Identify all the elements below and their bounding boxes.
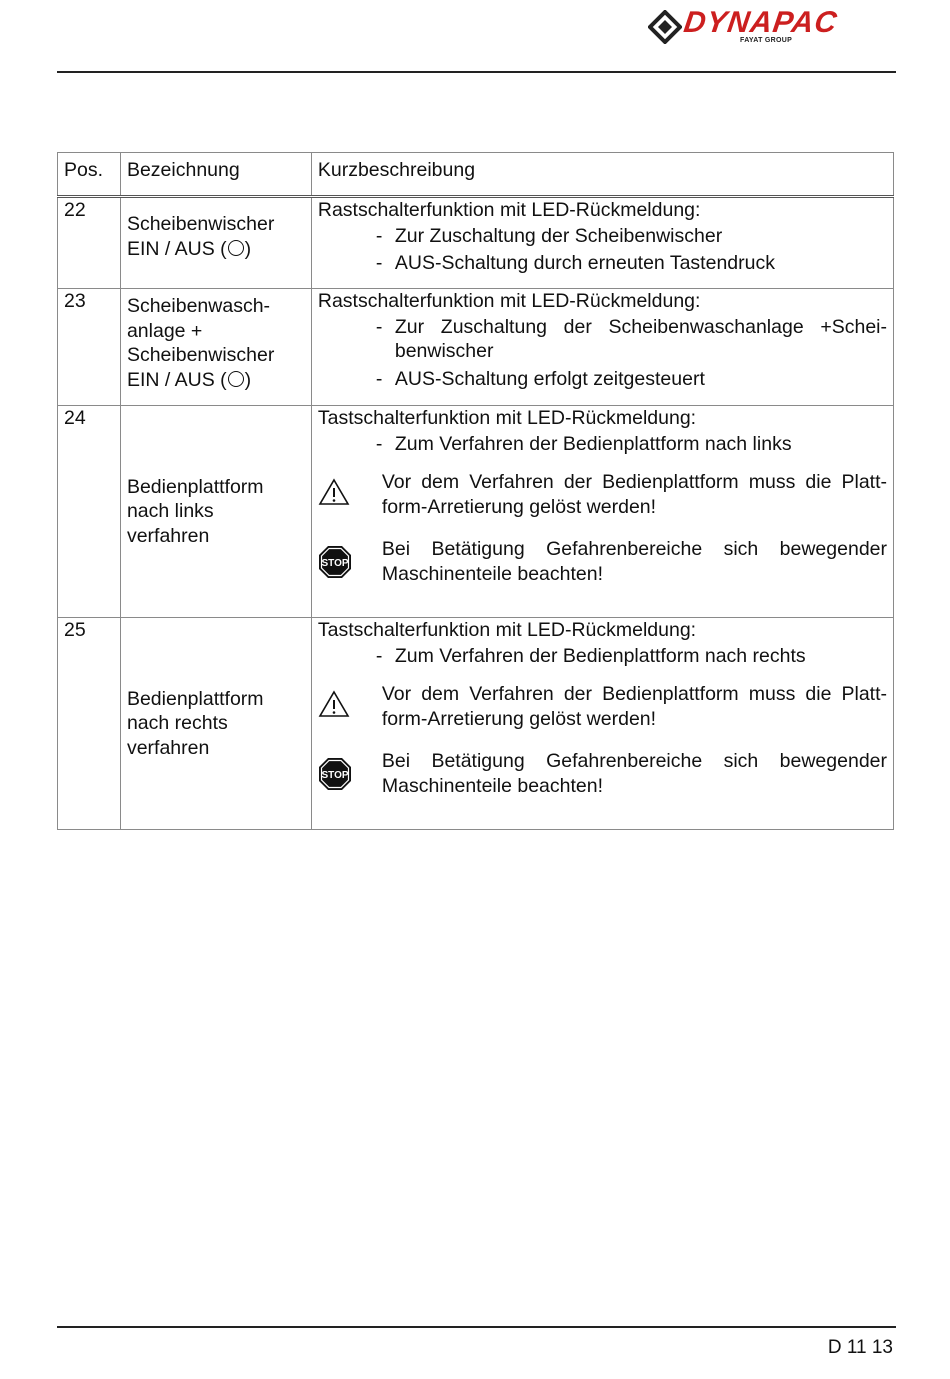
circle-symbol-icon bbox=[228, 240, 244, 256]
name-line: nach rechts bbox=[126, 712, 228, 735]
name-line: verfahren bbox=[126, 524, 210, 547]
name-line: verfahren bbox=[126, 736, 210, 759]
column-header-description: Kurzbeschreibung bbox=[311, 153, 893, 197]
name-suffix: ) bbox=[244, 368, 252, 391]
description-intro: Rastschalterfunktion mit LED-Rückmeldung: bbox=[317, 199, 701, 221]
name-line bbox=[127, 368, 305, 393]
list-item-text: AUS-Schaltung durch erneuten Tastendruck bbox=[394, 252, 775, 274]
table-header-row bbox=[58, 153, 894, 197]
list-item-text: Zum Verfahren der Bedienplattform nach links bbox=[394, 432, 792, 455]
description-intro: Tastschalterfunktion mit LED-Rückmeldung: bbox=[317, 407, 697, 429]
stop-sign-label: STOP bbox=[321, 558, 349, 569]
row-description bbox=[311, 289, 893, 406]
stop-notice bbox=[318, 749, 887, 798]
brand-subtitle: FAYAT GROUP bbox=[740, 37, 793, 44]
name-line bbox=[127, 237, 305, 262]
name-line: Bedienplattform bbox=[126, 475, 264, 498]
row-pos: 23 bbox=[58, 289, 121, 406]
name-line: Bedienplattform bbox=[126, 687, 264, 710]
list-item: - Zum Verfahren der Bedienplattform nach links bbox=[318, 432, 887, 457]
function-table bbox=[57, 152, 894, 830]
warning-notice bbox=[318, 470, 887, 519]
description-intro: Tastschalterfunktion mit LED-Rückmeldung: bbox=[317, 619, 697, 641]
brand-name: DYNAPAC bbox=[681, 6, 840, 39]
column-header-name: Bezeichnung bbox=[120, 153, 311, 197]
name-text: EIN / AUS ( bbox=[126, 237, 227, 260]
table-row bbox=[58, 197, 894, 289]
row-name bbox=[120, 406, 311, 618]
name-line: anlage + bbox=[126, 319, 203, 342]
warning-notice bbox=[318, 682, 887, 731]
stop-notice bbox=[318, 537, 887, 586]
row-name bbox=[120, 197, 311, 289]
stop-sign-label: STOP bbox=[321, 770, 349, 781]
name-suffix: ) bbox=[244, 237, 252, 260]
list-item-text: Zur Zuschaltung der Scheibenwischer bbox=[394, 224, 723, 247]
list-item: - AUS-Schaltung durch erneuten Tastendruck bbox=[318, 251, 887, 276]
name-line: Scheibenwasch- bbox=[126, 295, 271, 317]
footer-rule bbox=[57, 1326, 896, 1328]
stop-text: Bei Betätigung Gefahrenbereiche sich bewegender Maschinenteile beachten! bbox=[381, 538, 887, 585]
page-code: D 11 13 bbox=[827, 1337, 893, 1358]
name-line: Scheibenwischer bbox=[126, 213, 275, 235]
dynapac-diamond-icon bbox=[648, 10, 682, 44]
name-line: nach links bbox=[126, 500, 214, 523]
table-row bbox=[58, 618, 894, 830]
list-item: - Zur Zuschaltung der Scheibenwischer bbox=[318, 224, 887, 249]
dynapac-logo bbox=[648, 6, 898, 46]
warning-triangle-icon bbox=[318, 682, 382, 725]
row-description bbox=[311, 406, 893, 618]
list-item: - Zum Verfahren der Bedienplattform nach rechts bbox=[318, 644, 887, 669]
row-description bbox=[311, 618, 893, 830]
list-item-text: Zum Verfahren der Bedienplattform nach rechts bbox=[394, 644, 806, 667]
name-line: Scheibenwischer bbox=[126, 344, 275, 366]
row-name bbox=[120, 618, 311, 830]
table-row bbox=[58, 406, 894, 618]
description-intro: Rastschalterfunktion mit LED-Rückmeldung: bbox=[317, 290, 701, 312]
warning-triangle-icon bbox=[318, 470, 382, 513]
list-item: - Zur Zuschaltung der Scheibenwaschanlage +Schei-benwischer bbox=[375, 315, 887, 362]
table-row bbox=[58, 289, 894, 406]
row-description bbox=[311, 197, 893, 289]
warning-text: Vor dem Verfahren der Bedienplattform muss die Platt-form-Arretierung gelöst werden! bbox=[381, 683, 887, 730]
row-pos: 22 bbox=[58, 197, 121, 289]
row-pos: 24 bbox=[58, 406, 121, 618]
stop-text: Bei Betätigung Gefahrenbereiche sich bewegender Maschinenteile beachten! bbox=[381, 750, 887, 797]
row-name bbox=[120, 289, 311, 406]
warning-text: Vor dem Verfahren der Bedienplattform muss die Platt-form-Arretierung gelöst werden! bbox=[381, 471, 887, 518]
list-item: - AUS-Schaltung erfolgt zeitgesteuert bbox=[318, 367, 887, 392]
name-text: EIN / AUS ( bbox=[126, 368, 227, 391]
column-header-pos: Pos. bbox=[58, 153, 121, 197]
stop-sign-icon bbox=[318, 749, 382, 798]
list-item-text: AUS-Schaltung erfolgt zeitgesteuert bbox=[394, 367, 705, 390]
list-item-text: Zur Zuschaltung der Scheibenwaschanlage +Schei-benwischer bbox=[394, 315, 887, 362]
stop-sign-icon bbox=[318, 537, 382, 586]
circle-symbol-icon bbox=[228, 371, 244, 387]
row-pos: 25 bbox=[58, 618, 121, 830]
header-rule bbox=[57, 71, 896, 73]
